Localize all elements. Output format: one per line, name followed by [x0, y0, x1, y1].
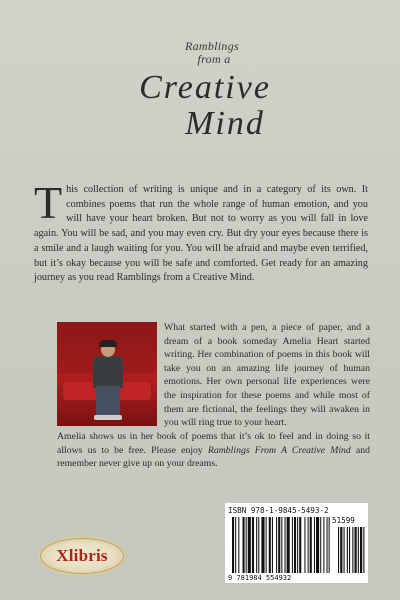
author-bio: [164, 321, 370, 430]
publisher-logo-text: Xlibris: [56, 546, 108, 565]
intro-paragraph: [34, 177, 368, 286]
bio-text-end: and remember never give up on your dreams.: [57, 444, 370, 470]
title-large: [90, 70, 320, 142]
bio-text: What started with a pen, a piece of paper, and a dream of a book someday Amelia Heart started writing. Her combination of poems in this book will take you on an amazing life journey of human emotions. Her own personal life experiences were the inspiration for these poems and while most of them are fictional, the feelings they will awaken in you will ring true to your heart.: [164, 322, 370, 429]
drop-cap: T: [34, 177, 63, 228]
barcode-price-code: 51599: [332, 516, 355, 525]
isbn-label: ISBN 978-1-9845-5493-2: [228, 506, 329, 515]
bio-text-continued: Amelia shows us in her book of poems that it’s ok to feel and in doing so it allows us to be free. Please enjoy: [57, 431, 370, 456]
title-small: [130, 40, 290, 66]
barcode-bars: [228, 517, 366, 575]
barcode-digits: 9 781984 554932: [228, 574, 292, 582]
intro-text: his collection of writing is unique and in a category of its own. It combines poems that run the whole range of human emotion, and you will have your heart broken. But not to worry as you will fall in love again. You will be sad, and you may even cry. But dry your eyes because there is a smile and a laugh waiting for you. You will be afraid and maybe even terrified, but it’s okay because you will be safe and comforted. Get ready for an amazing journey as you read Ramblings from a Creative Mind.: [34, 184, 368, 284]
title-line-creative: Creative: [139, 69, 271, 106]
title-line-from-a: from a: [197, 52, 231, 66]
title-line-mind: Mind: [185, 105, 265, 142]
publisher-logo: [40, 538, 124, 574]
title-line-ramblings: Ramblings: [184, 39, 240, 53]
author-photo: [57, 322, 157, 426]
book-title-italic: Ramblings From A Creative Mind: [207, 444, 351, 456]
author-bio-continued: [57, 430, 370, 471]
barcode-block: [225, 503, 368, 583]
